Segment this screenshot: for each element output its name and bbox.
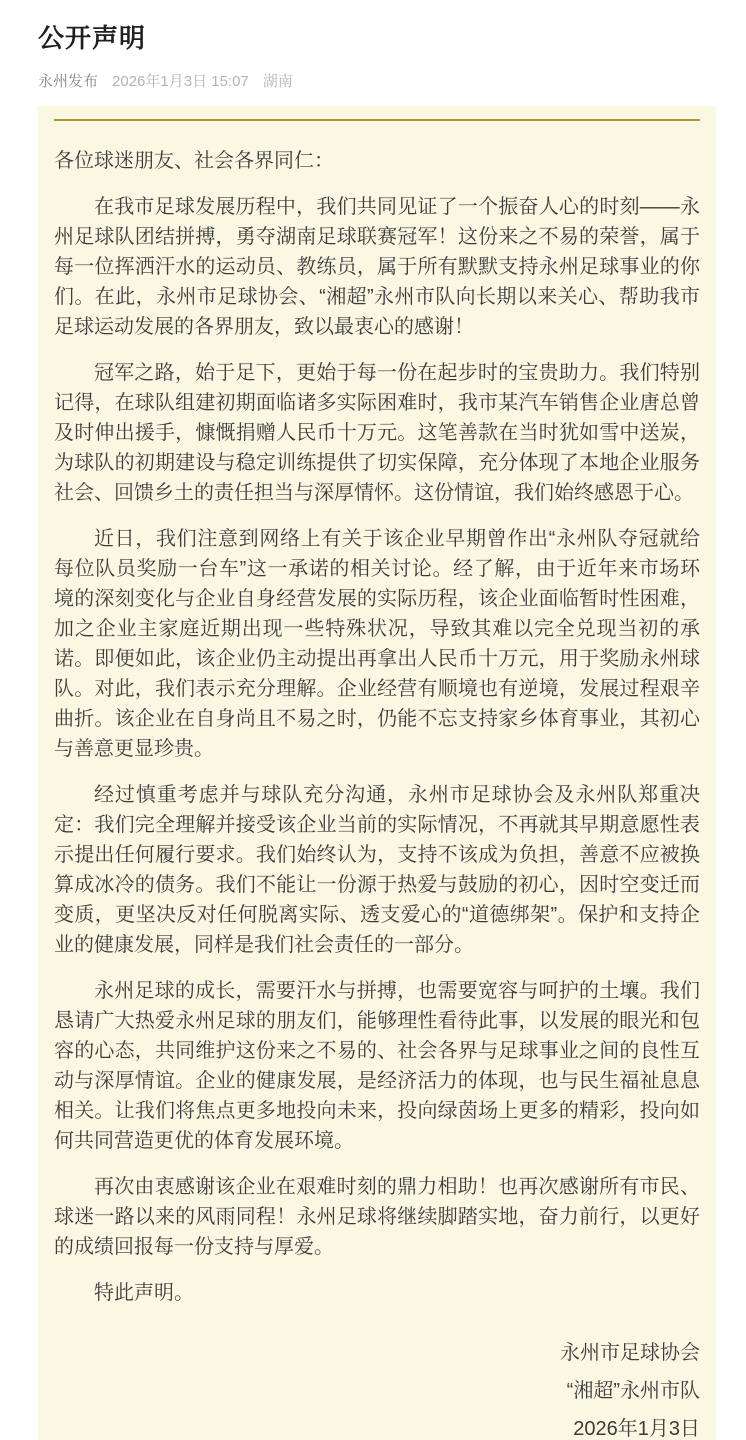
byline: [0, 55, 746, 91]
paragraph-1: 在我市足球发展历程中，我们共同见证了一个振奋人心的时刻——永州足球队团结拼搏，勇夺湖南足球联赛冠军！这份来之不易的荣誉，属于每一位挥洒汗水的运动员、教练员，属于所有默默支持永州足球事业的你们。在此，永州市足球协会、“湘超”永州市队向长期以来关心、帮助我市足球运动发展的各界朋友，致以最衷心的感谢！: [54, 196, 700, 338]
paragraph-4: 经过慎重考虑并与球队充分沟通，永州市足球协会及永州队郑重决定：我们完全理解并接受该企业当前的实际情况，不再就其早期意愿性表示提出任何履行要求。我们始终认为，支持不该成为负担，善意不应被换算成冰冷的债务。我们不能让一份源于热爱与鼓励的初心，因时空变迁而变质，更坚决反对任何脱离实际、透支爱心的“道德绑架”。保护和支持企业的健康发展，同样是我们社会责任的一部分。: [54, 784, 700, 956]
paragraph-6: 再次由衷感谢该企业在艰难时刻的鼎力相助！也再次感谢所有市民、球迷一路以来的风雨同程！永州足球将继续脚踏实地，奋力前行，以更好的成绩回报每一份支持与厚爱。: [54, 1176, 700, 1258]
byline-location: 湖南: [262, 73, 293, 90]
signature-block: [54, 1334, 700, 1440]
byline-datetime: 2026年1月3日 15:07: [112, 73, 249, 90]
statement-body: [54, 121, 700, 1440]
paragraph-5: 永州足球的成长，需要汗水与拼搏，也需要宽容与呵护的土壤。我们恳请广大热爱永州足球的朋友们，能够理性看待此事，以发展的眼光和包容的心态，共同维护这份来之不易的、社会各界与足球事业之间的良性互动与深厚情谊。企业的健康发展，是经济活力的体现，也与民生福祉息息相关。让我们将焦点更多地投向未来，投向绿茵场上更多的精彩，投向如何共同营造更优的体育发展环境。: [54, 980, 700, 1152]
closing-line: 特此声明。: [94, 1282, 194, 1304]
salutation: 各位球迷朋友、社会各界同仁：: [54, 150, 334, 172]
signature-team: “湘超”永州市队: [566, 1380, 700, 1402]
statement-card: [38, 106, 716, 1440]
byline-source[interactable]: 永州发布: [38, 73, 99, 90]
page-title: 公开声明: [38, 23, 147, 53]
paragraph-3: 近日，我们注意到网络上有关于该企业早期曾作出“永州队夺冠就给每位队员奖励一台车”这一承诺的相关讨论。经了解，由于近年来市场环境的深刻变化与企业自身经营发展的实际历程，该企业面临暂时性困难，加之企业主家庭近期出现一些特殊状况，导致其难以完全兑现当初的承诺。即便如此，该企业仍主动提出再拿出人民币十万元，用于奖励永州球队。对此，我们表示充分理解。企业经营有顺境也有逆境，发展过程艰辛曲折。该企业在自身尚且不易之时，仍能不忘支持家乡体育事业，其初心与善意更显珍贵。: [54, 528, 700, 760]
paragraph-2: 冠军之路，始于足下，更始于每一份在起步时的宝贵助力。我们特别记得，在球队组建初期面临诸多实际困难时，我市某汽车销售企业唐总曾及时伸出援手，慷慨捐赠人民币十万元。这笔善款在当时犹如雪中送炭，为球队的初期建设与稳定训练提供了切实保障，充分体现了本地企业服务社会、回馈乡土的责任担当与深厚情怀。这份情谊，我们始终感恩于心。: [54, 362, 700, 504]
signature-org: 永州市足球协会: [560, 1342, 700, 1364]
signature-date: 2026年1月3日: [573, 1418, 700, 1440]
